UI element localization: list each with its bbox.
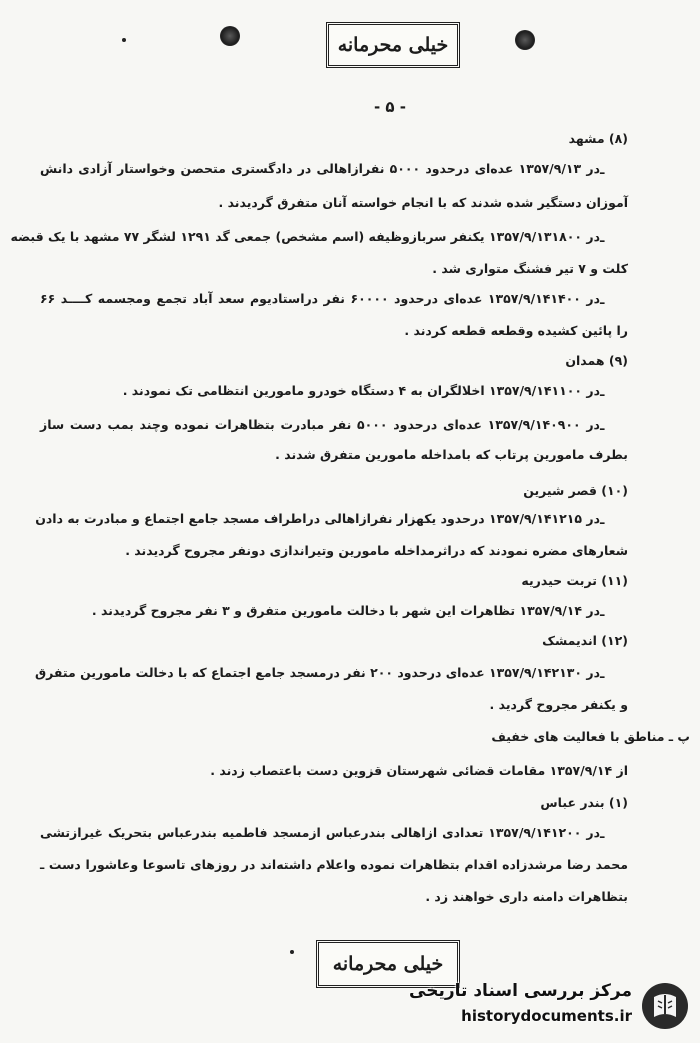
section-heading-andimeshk: (۱۲) اندیمشک xyxy=(542,633,628,648)
watermark-name: مرکز بررسی اسناد تاریخی xyxy=(409,981,632,1001)
text-line: در ۱۳۵۷/۹/۱۴۰۹۰۰ عده‌ای درحدود ۵۰۰۰ نفر مبادرت بتظاهرات نموده وچند بمب دست ساز xyxy=(40,417,600,432)
dash-bullet: ـ xyxy=(600,419,605,434)
dash-bullet: ـ xyxy=(600,231,605,246)
classification-stamp-top: خیلی محرمانه xyxy=(326,22,460,68)
ink-speck xyxy=(290,950,294,954)
dash-bullet: ـ xyxy=(600,163,605,178)
dash-bullet: ـ xyxy=(600,385,605,400)
section-heading-bandar-abbas: (۱) بندر عباس xyxy=(540,795,628,810)
punch-hole-left xyxy=(220,26,240,46)
text-line: در ۱۳۵۷/۹/۱۴۱۱۰۰ اخلالگران به ۴ دستگاه خودرو مامورین انتظامی تک نمودند . xyxy=(122,383,600,398)
text-line: شعارهای مضره نمودند که دراثرمداخله مامورین وتیراندازی دونفر مجروح گردیدند . xyxy=(125,543,628,558)
text-line: در ۱۳۵۷/۹/۱۴۱۴۰۰ عده‌ای درحدود ۶۰۰۰۰ نفر دراستادیوم سعد آباد تجمع ومجسمه کــــد ۶۶ xyxy=(40,291,600,306)
text-line: از ۱۳۵۷/۹/۱۴ مقامات قضائی شهرستان قزوین دست باعتصاب زدند . xyxy=(210,763,628,778)
text-line: در ۱۳۵۷/۹/۱۳ عده‌ای درحدود ۵۰۰۰ نفرازاهالی در دادگستری متحصن وخواستار آزادی دانش xyxy=(40,161,600,176)
text-line: بتظاهرات دامنه داری خواهند زد . xyxy=(425,889,628,904)
text-line: در ۱۳۵۷/۹/۱۴۲۱۳۰ عده‌ای درحدود ۲۰۰ نفر درمسجد جامع اجتماع که با دخالت مامورین متفرق xyxy=(34,665,600,680)
text-line: محمد رضا مرشدزاده اقدام بتظاهرات نموده واعلام داشته‌اند در روزهای تاسوعا وعاشورا دست ـ xyxy=(40,857,628,872)
punch-hole-right xyxy=(515,30,535,50)
section-heading-mashhad: (۸) مشهد xyxy=(568,131,628,146)
text-line: در ۱۳۵۷/۹/۱۴۱۲۰۰ تعدادی ازاهالی بندرعباس ازمسجد فاطمیه بندرعباس بتحریک غیرازتشی xyxy=(40,825,600,840)
dash-bullet: ـ xyxy=(600,513,605,528)
text-line: در ۱۳۵۷/۹/۱۴۱۲۱۵ درحدود یکهزار نفرازاهالی دراطراف مسجد جامع اجتماع و مبادرت به دادن xyxy=(35,511,600,526)
ink-speck xyxy=(122,38,126,42)
text-line: در ۱۳۵۷/۹/۱۳۱۸۰۰ یکنفر سربازوظیفه (اسم مشخص) جمعی گد ۱۲۹۱ لشگر ۷۷ مشهد با یک قبضه xyxy=(10,229,600,244)
dash-bullet: ـ xyxy=(600,827,605,842)
text-line: را پائین کشیده وقطعه قطعه کردند . xyxy=(404,323,628,338)
section-heading-qasr-shirin: (۱۰) قصر شیرین xyxy=(523,483,628,498)
classification-stamp-bottom: خیلی محرمانه xyxy=(316,940,460,988)
dash-bullet: ـ xyxy=(600,293,605,308)
text-line: بطرف مامورین پرتاب که بامداخله مامورین متفرق شدند . xyxy=(275,447,628,462)
dash-bullet: ـ xyxy=(600,667,605,682)
page-number: - ۵ - xyxy=(373,98,407,116)
section-heading-hamadan: (۹) همدان xyxy=(565,353,628,368)
text-line: و یکنفر مجروح گردید . xyxy=(489,697,628,712)
text-line: در ۱۳۵۷/۹/۱۴ تظاهرات این شهر با دخالت مامورین متفرق و ۳ نفر مجروح گردیدند . xyxy=(91,603,600,618)
archive-logo-icon xyxy=(640,981,690,1031)
section-heading-torbat-heydarieh: (۱۱) تربت حیدریه xyxy=(521,573,628,588)
text-line: آموزان دستگیر شده شدند که با انجام خواسته آنان متفرق گردیدند . xyxy=(218,195,628,210)
text-line: کلت و ۷ تیر فشنگ متواری شد . xyxy=(432,261,628,276)
section-heading-light-activity: پ ـ مناطق با فعالیت های خفیف xyxy=(491,729,690,744)
watermark-logo xyxy=(410,977,690,1037)
watermark-url: historydocuments.ir xyxy=(461,1007,632,1025)
dash-bullet: ـ xyxy=(600,605,605,620)
